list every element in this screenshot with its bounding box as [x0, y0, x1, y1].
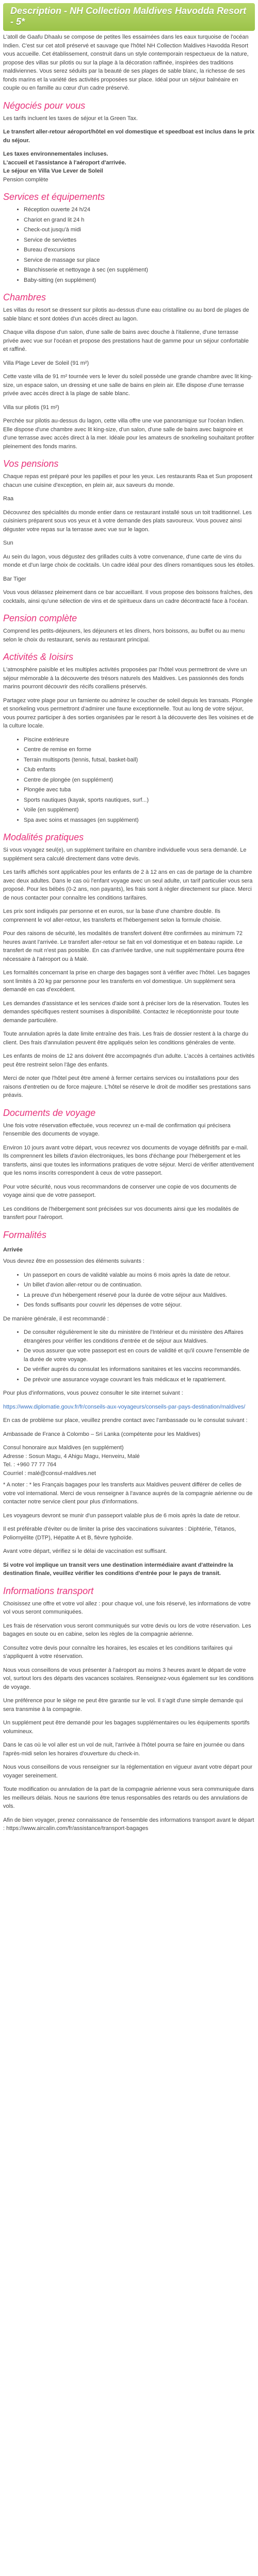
paragraph: Si votre vol implique un transit vers une destination intermédiaire avant d'atteindre la destination finale, veuillez vérifier les conditions d'entrée pour le pays de transit. — [3, 1562, 233, 1577]
page-title-banner — [3, 3, 255, 31]
paragraph: Avant votre départ, vérifiez si le délai de vaccination est suffisant. — [3, 1548, 167, 1554]
paragraph: Chaque villa dispose d'un salon, d'une salle de bains avec douche à l'italienne, d'une terrasse privée avec vue sur l'océan et propose des prestations haut de gamme pour un séjour confortable et raffiné. — [3, 329, 249, 352]
list-item: • Voile (en supplément) — [24, 806, 255, 815]
paragraph: Partagez votre plage pour un farniente ou admirez le coucher de soleil depuis les transats. Plongée et snorkeling vous permettront d'admirer une faune exceptionnelle. Tout au long de votre séjour, vous pourrez participer à des sorties organisées par le resort à la découverte des îles voisines et de la culture locale. — [3, 697, 254, 729]
paragraph: Toute annulation après la date limite entraîne des frais. Les frais de dossier restent à la charge du client. Des frais d'annulation peuvent être appliqués selon les conditions générales de vente. — [3, 1031, 249, 1046]
services-list — [3, 206, 255, 284]
list-item: • Sports nautiques (kayak, sports nautiques, surf...) — [24, 796, 255, 805]
section-title: Vos pensions — [3, 459, 59, 469]
paragraph: Si vous voyagez seul(e), un supplément tarifaire en chambre individuelle vous sera demandé. Le supplément sera calculé directement dans votre devis. — [3, 847, 247, 862]
paragraph: Chaque repas est préparé pour les papilles et pour les yeux. Les restaurants Raa et Sun proposent chacun une cuisine d'exception, en plein air, aux saveurs du monde. — [3, 473, 253, 488]
list-item: • Plongée avec tuba — [24, 786, 255, 794]
section-title: Activités & Ioisirs — [3, 652, 74, 662]
paragraph: Pour plus d'informations, vous pouvez consulter le site internet suivant : — [3, 1390, 183, 1396]
section-chambres — [3, 292, 255, 451]
line: Consul honoraire aux Maldives (en supplément) — [3, 1445, 124, 1451]
section-pension-complete — [3, 613, 255, 644]
section-title: Documents de voyage — [3, 1107, 96, 1118]
section-title: Services et équipements — [3, 192, 105, 202]
intro-paragraph: L'atoll de Gaafu Dhaalu se compose de petites îles essaimées dans les eaux turquoise de l'océan Indien. C'est sur cet atoll préservé et sauvage que l'hôtel NH Collection Maldives Havodda Resort vous accueille. Cet établissement, construit dans un style contemporain respectueux de la nature, propose des villas sur pilotis ou sur la plage à la décoration raffinée, inspirées des traditions maldiviennes. Vous serez séduits par la beauté de ses plages de sable blanc, la richesse de ses fonds marins et la variété des activités proposées sur place. Idéal pour un séjour balnéaire en couple ou en famille au cœur d'un cadre préservé. — [3, 34, 249, 91]
paragraph: Les demandes d'assistance et les services d'aide sont à préciser lors de la réservation. Toutes les demandes spécifiques restent soumises à disponibilité. Contactez le réceptionniste pour toute demande particulière. — [3, 1000, 249, 1024]
paragraph: Vous devrez être en possession des éléments suivants : — [3, 1258, 144, 1264]
list-item: • Centre de plongée (en supplément) — [24, 776, 255, 785]
section-title: Formalités — [3, 1229, 47, 1240]
room-heading: Villa Plage Lever de Soleil (91 m²) — [3, 360, 89, 366]
paragraph: Les voyageurs devront se munir d'un passeport valable plus de 6 mois après la date de retour. — [3, 1512, 240, 1519]
list-item: • La preuve d'un hébergement réservé pour la durée de votre séjour aux Maldives. — [24, 1291, 255, 1300]
list-item: • Check-out jusqu'à midi — [24, 226, 255, 234]
paragraph: Une fois votre réservation effectuée, vous recevrez un e-mail de confirmation qui précisera l'ensemble des documents de voyage. — [3, 1122, 231, 1137]
paragraph: L'atmosphère paisible et les multiples activités proposées par l'hôtel vous permettront de vivre un séjour mémorable à la découverte des trésors naturels des Maldives. Les passionnés des fonds marins pourront découvrir des récifs coralliens préservés. — [3, 667, 247, 690]
paragraph: Merci de noter que l'hôtel peut être amené à fermer certains services ou installations pour des raisons d'entretien ou de force majeure. L'hôtel se réserve le droit de modifier ses prestations sans préavis. — [3, 1075, 251, 1098]
page-title: Description - NH Collection Maldives Havodda Resort - 5* — [10, 6, 247, 27]
diplomatie-link[interactable]: https://www.diplomatie.gouv.fr/fr/conseils-aux-voyageurs/conseils-par-pays-destination/maldives/ — [3, 1403, 246, 1410]
section-title: Pension complète — [3, 613, 77, 623]
paragraph: Cette vaste villa de 91 m² tournée vers le lever du soleil possède une grande chambre avec lit king-size, un espace salon, un dressing et une salle de bains en plein air. Elle dispose d'une terrasse privée avec accès direct à la plage de sable blanc. — [3, 374, 253, 397]
recommendations-list — [3, 1328, 255, 1384]
paragraph: Un supplément peut être demandé pour les bagages supplémentaires ou les équipements sportifs volumineux. — [3, 1720, 250, 1735]
paragraph: Pour des raisons de sécurité, les modalités de transfert doivent être confirmées au minimum 72 heures avant l'arrivée. Le transfert aller-retour se fait en vol domestique et en bateau rapide. Le transfert de nuit n'est pas possible. En cas d'arrivée tardive, une nuit supplémentaire pourra être nécessaire à l'aéroport ou à Malé. — [3, 930, 245, 962]
section-negocies — [3, 100, 255, 184]
list-item: • De consulter régulièrement le site du ministère de l'Intérieur et du ministère des Affaires étrangères pour vérifier les conditions d'entrée et de séjour aux Maldives. — [24, 1328, 255, 1345]
paragraph: Au sein du lagon, vous dégustez des grillades cuits à votre convenance, d'une carte de vins du monde et d'un large choix de cocktails. Un cadre idéal pour des dîners romantiques sous les étoiles. — [3, 553, 255, 568]
list-item: • Bureau d'excursions — [24, 246, 255, 255]
paragraph: Les tarifs affichés sont applicables pour les enfants de 2 à 12 ans en cas de partage de la chambre avec deux adultes. Dans le cas où l'enfant voyage avec un seul adulte, un tarif particulier vous sera proposé. Pour les bébés (0-2 ans, non payants), les frais sont à régler directement sur place. Merci de nous contacter pour connaître les conditions tarifaires. — [3, 869, 253, 901]
section-title: Informations transport — [3, 1585, 94, 1596]
paragraph: Les villas du resort se dressent sur pilotis au-dessus d'une eau cristalline ou au bord de plages de sable blanc et sont dotées d'un accès direct au lagon. — [3, 307, 249, 322]
list-item: • Service de serviettes — [24, 236, 255, 245]
line: Tel. : +960 77 77 764 — [3, 1462, 57, 1468]
paragraph: Nous vous conseillons de vous renseigner sur la réglementation en vigueur avant votre départ pour voyager sereinement. — [3, 1764, 253, 1779]
section-services — [3, 191, 255, 284]
paragraph: Choisissez une offre et votre vol allez : pour chaque vol, une fois réservé, les informations de votre vol vous seront communiquées. — [3, 1600, 251, 1615]
paragraph: Pour votre sécurité, nous vous recommandons de conserver une copie de vos documents de voyage ainsi que de votre passeport. — [3, 1183, 237, 1198]
paragraph: Environ 10 jours avant votre départ, vous recevrez vos documents de voyage définitifs par e-mail. Ils comprennent les billets d'avion électroniques, les bons d'échange pour l'hébergement et les transferts, ainsi que toutes les informations pratiques de votre séjour. Merci de vérifier attentivement que les noms inscrits correspondent à ceux de votre passeport. — [3, 1144, 254, 1176]
section-title: Chambres — [3, 292, 46, 302]
section-formalites — [3, 1229, 255, 1578]
list-item: • Blanchisserie et nettoyage à sec (en supplément) — [24, 266, 255, 275]
list-item: • Club enfants — [24, 766, 255, 774]
list-item: • Réception ouverte 24 h/24 — [24, 206, 255, 214]
paragraph: Découvrez des spécialités du monde entier dans ce restaurant installé sous un toit traditionnel. Les cuisiniers préparent sous vos yeux et à votre demande des plats savoureux. Vous pouvez ainsi déguster votre repas sur la terrasse avec vue sur le lagon. — [3, 509, 252, 533]
bar-name: Bar Tiger — [3, 575, 26, 582]
section-title: Modalités pratiques — [3, 832, 84, 842]
paragraph: Perchée sur pilotis au-dessus du lagon, cette villa offre une vue panoramique sur l'océan Indien. Elle dispose d'une chambre avec lit king-size, d'un salon, d'une salle de bains avec baignoire et d'une terrasse avec accès direct à la mer. Idéale pour les amateurs de snorkeling souhaitant profiter pleinement des fonds marins. — [3, 418, 254, 450]
section-transport — [3, 1585, 255, 1833]
list-item: • Centre de remise en forme — [24, 745, 255, 754]
paragraph: Les prix sont indiqués par personne et en euros, sur la base d'une chambre double. Ils comprennent le vol aller-retour, les transferts et l'hébergement selon la formule choisie. — [3, 908, 222, 923]
list-item: • Service de massage sur place — [24, 256, 255, 265]
list-item: • Piscine extérieure — [24, 736, 255, 744]
list-item: • Chariot en grand lit 24 h — [24, 216, 255, 225]
paragraph: * A noter : * les Français bagages pour les transferts aux Maldives peuvent différer de celles de votre vol international. Merci de vous renseigner à l'avance auprès de la compagnie aérienne ou de contacter notre service client pour plus d'informations. — [3, 1482, 253, 1505]
line: L'accueil et l'assistance à l'aéroport d'arrivée. — [3, 159, 126, 166]
paragraph: Une préférence pour le siège ne peut être garantie sur le vol. Il s'agit d'une simple demande qui sera transmise à la compagnie. — [3, 1698, 243, 1713]
content — [0, 31, 258, 1833]
list-item: • Baby-sitting (en supplément) — [24, 276, 255, 285]
section-modalites — [3, 832, 255, 1100]
paragraph: En cas de problème sur place, veuillez prendre contact avec l'ambassade ou le consulat suivant : — [3, 1417, 248, 1423]
paragraph: Dans le cas où le vol aller est un vol de nuit, l'arrivée à l'hôtel pourra se faire en journée ou dans l'après-midi selon les horaires d'ouverture du check-in. — [3, 1742, 245, 1757]
line: Le séjour en Villa Vue Lever de Soleil — [3, 168, 103, 174]
line: Pension complète — [3, 176, 49, 183]
paragraph: Toute modification ou annulation de la part de la compagnie aérienne vous sera communiquée dans les meilleurs délais. Nous ne saurions être tenus responsables des retards ou des annulations de vols. — [3, 1786, 254, 1809]
paragraph: De manière générale, il est recommandé : — [3, 1315, 109, 1322]
paragraph: Les formalités concernant la prise en charge des bagages sont à vérifier avec l'hôtel. Les bagages sont limités à 20 kg par personne pour les transferts en vol domestique. Un supplément sera demandé en cas d'excédent. — [3, 970, 250, 993]
list-item: • Un billet d'avion aller-retour ou de continuation. — [24, 1281, 255, 1290]
paragraph: Les tarifs incluent les taxes de séjour et la Green Tax. — [3, 115, 138, 122]
paragraph: Les frais de réservation vous seront communiqués sur votre devis ou lors de votre réservation. Les bagages en soute ou en cabine, selon les règles de la compagnie aérienne. — [3, 1622, 251, 1637]
restaurant-name: Raa — [3, 496, 14, 502]
paragraph: Comprend les petits-déjeuners, les déjeuners et les dîners, hors boissons, au buffet ou au menu selon le choix du restaurant, servis au restaurant principal. — [3, 628, 245, 643]
section-title: Négociés pour vous — [3, 100, 86, 111]
paragraph: Afin de bien voyager, prenez connaissance de l'ensemble des informations transport avant le départ : https://www.aircalin.com/fr/assistance/transport-bagages — [3, 1817, 254, 1832]
room-heading: Villa sur pilotis (91 m²) — [3, 404, 59, 411]
paragraph: Vous vous délassez pleinement dans ce bar accueillant. Il vous propose des boissons fraîches, des cocktails, ainsi qu'une sélection de vins et de spiritueux dans un cadre décontracté face à l'océan. — [3, 589, 253, 604]
list-item: • Un passeport en cours de validité valable au moins 6 mois après la date de retour. — [24, 1271, 255, 1280]
list-item: • Terrain multisports (tennis, futsal, basket-ball) — [24, 756, 255, 765]
section-documents — [3, 1107, 255, 1222]
paragraph: Les enfants de moins de 12 ans doivent être accompagnés d'un adulte. L'accès à certaines activités peut être restreint selon l'âge des enfants. — [3, 1053, 255, 1068]
list-item: • Spa avec soins et massages (en supplément) — [24, 816, 255, 825]
line: Adresse : Sosun Magu, 4 Ahigu Magu, Henveiru, Malé — [3, 1453, 140, 1460]
paragraph: Nous vous conseillons de vous présenter à l'aéroport au moins 3 heures avant le départ de votre vol, surtout lors des départs des vacances scolaires. Renseignez-vous également sur les conditions de voyage. — [3, 1667, 254, 1690]
subsection-title: Arrivée — [3, 1246, 23, 1253]
requirements-list — [3, 1271, 255, 1310]
section-pensions — [3, 458, 255, 605]
line: Courriel : malé@consul-maldives.net — [3, 1470, 96, 1477]
paragraph: Consultez votre devis pour connaître les horaires, les escales et les conditions tarifaires qui s'appliquent à votre réservation. — [3, 1645, 233, 1659]
activities-list — [3, 736, 255, 825]
line: Les taxes environnementales incluses. — [3, 151, 108, 157]
paragraph: Ambassade de France à Colombo – Sri Lanka (compétente pour les Maldives) — [3, 1431, 201, 1437]
list-item: • De vous assurer que votre passeport est en cours de validité et qu'il couvre l'ensemble de la durée de votre voyage. — [24, 1347, 255, 1364]
list-item: • De prévoir une assurance voyage couvrant les frais médicaux et le rapatriement. — [24, 1376, 255, 1384]
paragraph: Il est préférable d'éviter ou de limiter la prise des vaccinations suivantes : Diphtérie, Tétanos, Poliomyélite (DTP), Hépatite A et B, fièvre typhoïde. — [3, 1526, 236, 1541]
restaurant-name: Sun — [3, 540, 13, 546]
section-activites — [3, 651, 255, 824]
list-item: • De vérifier auprès du consulat les informations sanitaires et les vaccins recommandés. — [24, 1365, 255, 1374]
paragraph: Le transfert aller-retour aéroport/hôtel en vol domestique et speedboat est inclus dans le prix du séjour. — [3, 129, 255, 144]
list-item: • Des fonds suffisants pour couvrir les dépenses de votre séjour. — [24, 1301, 255, 1310]
paragraph: Les conditions de l'hébergement sont précisées sur vos documents ainsi que les modalités de transfert pour l'aéroport. — [3, 1206, 239, 1221]
